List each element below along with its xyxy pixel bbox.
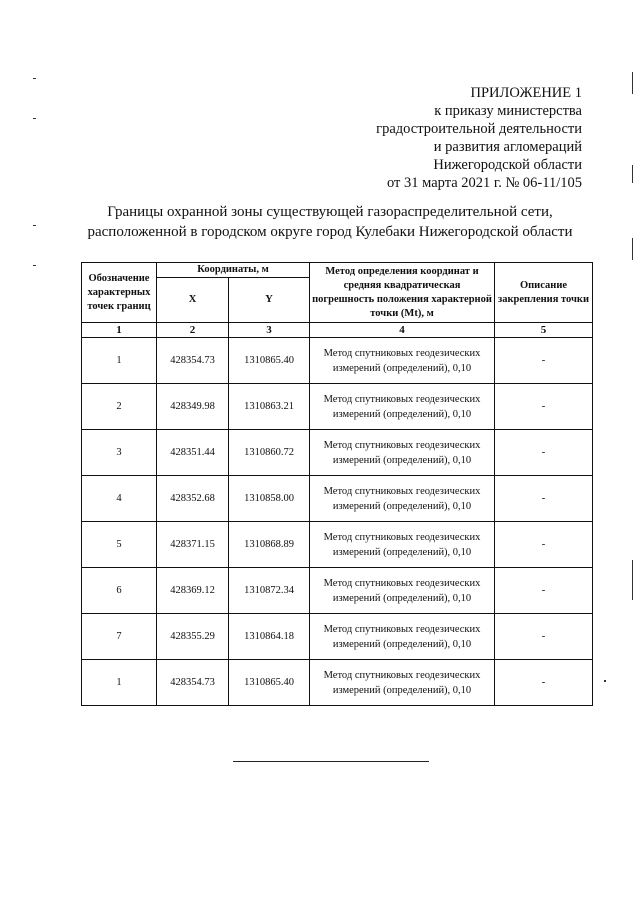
appendix-title: ПРИЛОЖЕНИЕ 1: [470, 85, 582, 101]
coord-x: 428352.68: [157, 476, 229, 522]
column-number: 1: [82, 323, 157, 338]
table-row: [82, 476, 593, 522]
description-cell: -: [495, 338, 593, 384]
header-y: Y: [229, 278, 310, 323]
scan-mark: [604, 680, 606, 682]
scan-mark: [33, 78, 36, 79]
coord-y: 1310865.40: [229, 338, 310, 384]
point-id: 1: [82, 338, 157, 384]
scan-mark: [33, 118, 36, 119]
appendix-line: к приказу министерства: [434, 103, 582, 119]
coord-y: 1310864.18: [229, 614, 310, 660]
coord-x: 428351.44: [157, 430, 229, 476]
method-cell: Метод спутниковых геодезических измерений (определений), 0,10: [310, 430, 495, 476]
table-row: [82, 430, 593, 476]
point-id: 3: [82, 430, 157, 476]
closing-rule: [233, 761, 429, 762]
description-cell: -: [495, 660, 593, 706]
appendix-line: градостроительной деятельности: [376, 121, 582, 137]
table-row: [82, 384, 593, 430]
scan-mark: [632, 165, 633, 183]
scan-mark: [632, 238, 633, 260]
appendix-line: и развития агломераций: [433, 139, 582, 155]
appendix-date: от 31 марта 2021 г. № 06-11/105: [386, 175, 582, 191]
description-cell: -: [495, 384, 593, 430]
appendix-line: Нижегородской области: [433, 157, 582, 173]
coord-x: 428354.73: [157, 338, 229, 384]
scan-mark: [632, 560, 633, 600]
column-number: 3: [229, 323, 310, 338]
point-id: 7: [82, 614, 157, 660]
coord-x: 428371.15: [157, 522, 229, 568]
table-row: [82, 338, 593, 384]
header-method: Метод определения координат и средняя квадратическая погрешность положения характерной точки (Mt), м: [310, 263, 495, 323]
column-number: 4: [310, 323, 495, 338]
header-description: Описание закрепления точки: [495, 263, 593, 323]
coord-y: 1310865.40: [229, 660, 310, 706]
coordinates-table: [81, 262, 593, 706]
point-id: 4: [82, 476, 157, 522]
scan-mark: [33, 225, 36, 226]
title-line-1: Границы охранной зоны существующей газораспределительной сети,: [107, 204, 553, 220]
coord-y: 1310858.00: [229, 476, 310, 522]
method-cell: Метод спутниковых геодезических измерений (определений), 0,10: [310, 338, 495, 384]
table-row: [82, 660, 593, 706]
coord-x: 428354.73: [157, 660, 229, 706]
coord-y: 1310872.34: [229, 568, 310, 614]
column-number: 2: [157, 323, 229, 338]
coord-y: 1310863.21: [229, 384, 310, 430]
coord-x: 428369.12: [157, 568, 229, 614]
method-cell: Метод спутниковых геодезических измерений (определений), 0,10: [310, 522, 495, 568]
table-row: [82, 522, 593, 568]
appendix-header: [376, 84, 582, 192]
header-coordinates: Координаты, м: [157, 263, 310, 278]
method-cell: Метод спутниковых геодезических измерений (определений), 0,10: [310, 614, 495, 660]
header-designation: Обозначение характерных точек границ: [82, 263, 157, 323]
coord-x: 428349.98: [157, 384, 229, 430]
description-cell: -: [495, 430, 593, 476]
table-row: [82, 614, 593, 660]
column-number: 5: [495, 323, 593, 338]
method-cell: Метод спутниковых геодезических измерений (определений), 0,10: [310, 476, 495, 522]
description-cell: -: [495, 522, 593, 568]
point-id: 6: [82, 568, 157, 614]
description-cell: -: [495, 476, 593, 522]
method-cell: Метод спутниковых геодезических измерений (определений), 0,10: [310, 660, 495, 706]
point-id: 1: [82, 660, 157, 706]
method-cell: Метод спутниковых геодезических измерений (определений), 0,10: [310, 384, 495, 430]
scan-mark: [632, 72, 633, 94]
description-cell: -: [495, 614, 593, 660]
coord-y: 1310860.72: [229, 430, 310, 476]
coord-x: 428355.29: [157, 614, 229, 660]
method-cell: Метод спутниковых геодезических измерений (определений), 0,10: [310, 568, 495, 614]
document-title: [60, 202, 600, 242]
description-cell: -: [495, 568, 593, 614]
scan-mark: [33, 265, 36, 266]
table-row: [82, 568, 593, 614]
point-id: 5: [82, 522, 157, 568]
header-x: X: [157, 278, 229, 323]
coord-y: 1310868.89: [229, 522, 310, 568]
point-id: 2: [82, 384, 157, 430]
title-line-2: расположенной в городском округе город Кулебаки Нижегородской области: [87, 224, 573, 240]
